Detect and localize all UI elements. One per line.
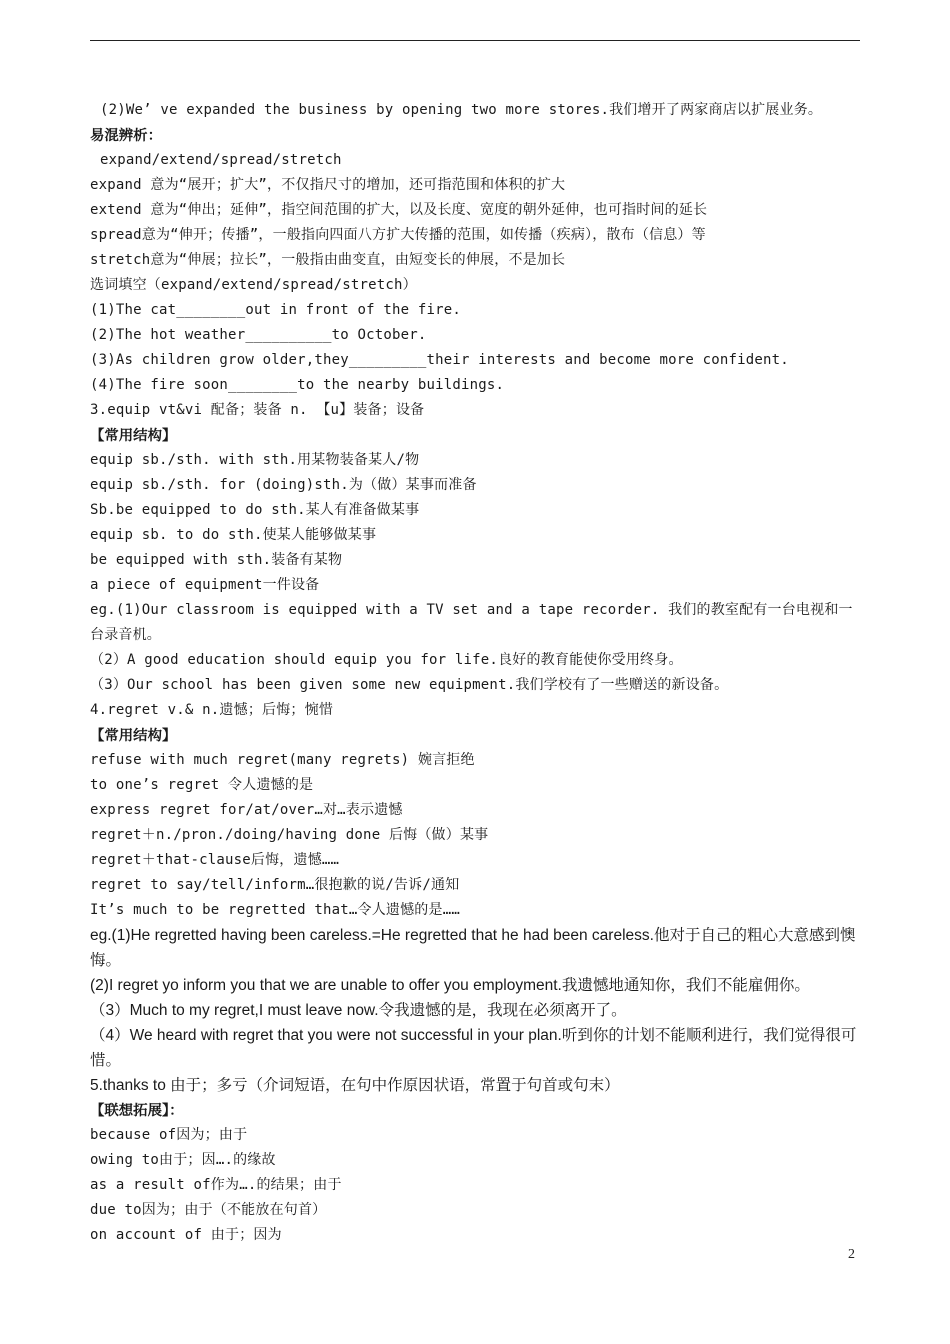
related-phrase: as a result of作为….的结果；由于: [90, 1177, 342, 1193]
exercise-item: (4)The fire soon________to the nearby buildings.: [90, 377, 505, 393]
structure-item: equip sb. to do sth.使某人能够做某事: [90, 527, 377, 543]
structure-item: equip sb./sth. for (doing)sth.为（做）某事而准备: [90, 477, 477, 493]
section-heading-confusables: 易混辨析：: [90, 127, 162, 144]
exercise-item: (3)As children grow older,they_________their interests and become more confident.: [90, 352, 789, 368]
example-sentence: (2)I regret yo inform you that we are unable to offer you employment.我遗憾地通知你，我们不能雇佣你。: [90, 977, 810, 994]
entry-heading-regret: 4.regret v.& n.遗憾；后悔；惋惜: [90, 702, 334, 718]
exercise-item: (2)The hot weather__________to October.: [90, 327, 427, 343]
exercise-heading: 选词填空（expand/extend/spread/stretch）: [90, 277, 417, 293]
structure-item: be equipped with sth.装备有某物: [90, 552, 343, 568]
structure-item: refuse with much regret(many regrets) 婉言拒绝: [90, 752, 475, 768]
example-sentence: （3）Much to my regret,I must leave now.令我遗憾的是，我现在必须离开了。: [90, 1002, 627, 1019]
related-phrase: due to因为；由于（不能放在句首）: [90, 1202, 327, 1218]
entry-heading-equip: 3.equip vt&vi 配备；装备 n. 【u】装备；设备: [90, 402, 425, 418]
related-phrase: because of因为；由于: [90, 1127, 248, 1143]
structure-item: It’s much to be regretted that…令人遗憾的是……: [90, 902, 460, 918]
structure-heading: 【常用结构】: [90, 727, 177, 744]
exercise-item: (1)The cat________out in front of the fire.: [90, 302, 462, 318]
document-body: [90, 98, 860, 1248]
definition-spread: spread意为“伸开；传播”，一般指向四面八方扩大传播的范围，如传播（疾病），散布（信息）等: [90, 227, 706, 243]
structure-item: equip sb./sth. with sth.用某物装备某人/物: [90, 452, 420, 468]
related-phrase: owing to由于；因….的缘故: [90, 1152, 276, 1168]
header-rule: [90, 40, 860, 41]
page-number: 2: [848, 1247, 855, 1262]
definition-expand: expand 意为“展开；扩大”，不仅指尺寸的增加，还可指范围和体积的扩大: [90, 177, 566, 193]
example-sentence: （2）A good education should equip you for life.良好的教育能使你受用终身。: [90, 652, 683, 668]
structure-item: express regret for/at/over…对…表示遗憾: [90, 802, 403, 818]
example-sentence-expand: (2)We’ ve expanded the business by opening two more stores.我们增开了两家商店以扩展业务。: [100, 102, 823, 118]
example-sentence: eg.(1)Our classroom is equipped with a TV set and a tape recorder. 我们的教室配有一台电视和一台录音机。: [90, 602, 853, 643]
extension-heading: 【联想拓展】：: [90, 1102, 184, 1119]
structure-item: Sb.be equipped to do sth.某人有准备做某事: [90, 502, 420, 518]
entry-heading-thanks-to: 5.thanks to 由于；多亏（介词短语，在句中作原因状语，常置于句首或句末）: [90, 1077, 620, 1094]
example-sentence: （4）We heard with regret that you were not successful in your plan.听到你的计划不能顺利进行，我们觉得很可惜。: [90, 1027, 857, 1069]
structure-item: regret＋that-clause后悔，遗憾……: [90, 852, 340, 868]
related-phrase: on account of 由于；因为: [90, 1227, 282, 1243]
definition-stretch: stretch意为“伸展；拉长”，一般指由曲变直，由短变长的伸展，不是加长: [90, 252, 566, 268]
word-group: expand/extend/spread/stretch: [100, 152, 342, 168]
example-sentence: （3）Our school has been given some new equipment.我们学校有了一些赠送的新设备。: [90, 677, 729, 693]
structure-item: regret to say/tell/inform…很抱歉的说/告诉/通知: [90, 877, 460, 893]
structure-heading: 【常用结构】: [90, 427, 177, 444]
structure-item: a piece of equipment一件设备: [90, 577, 320, 593]
definition-extend: extend 意为“伸出；延伸”，指空间范围的扩大，以及长度、宽度的朝外延伸，也可指时间的延长: [90, 202, 708, 218]
structure-item: to one’s regret 令人遗憾的是: [90, 777, 314, 793]
structure-item: regret＋n./pron./doing/having done 后悔（做）某事: [90, 827, 489, 843]
example-sentence: eg.(1)He regretted having been careless.=He regretted that he had been careless.他对于自己的粗心大意感到懊悔。: [90, 927, 856, 969]
